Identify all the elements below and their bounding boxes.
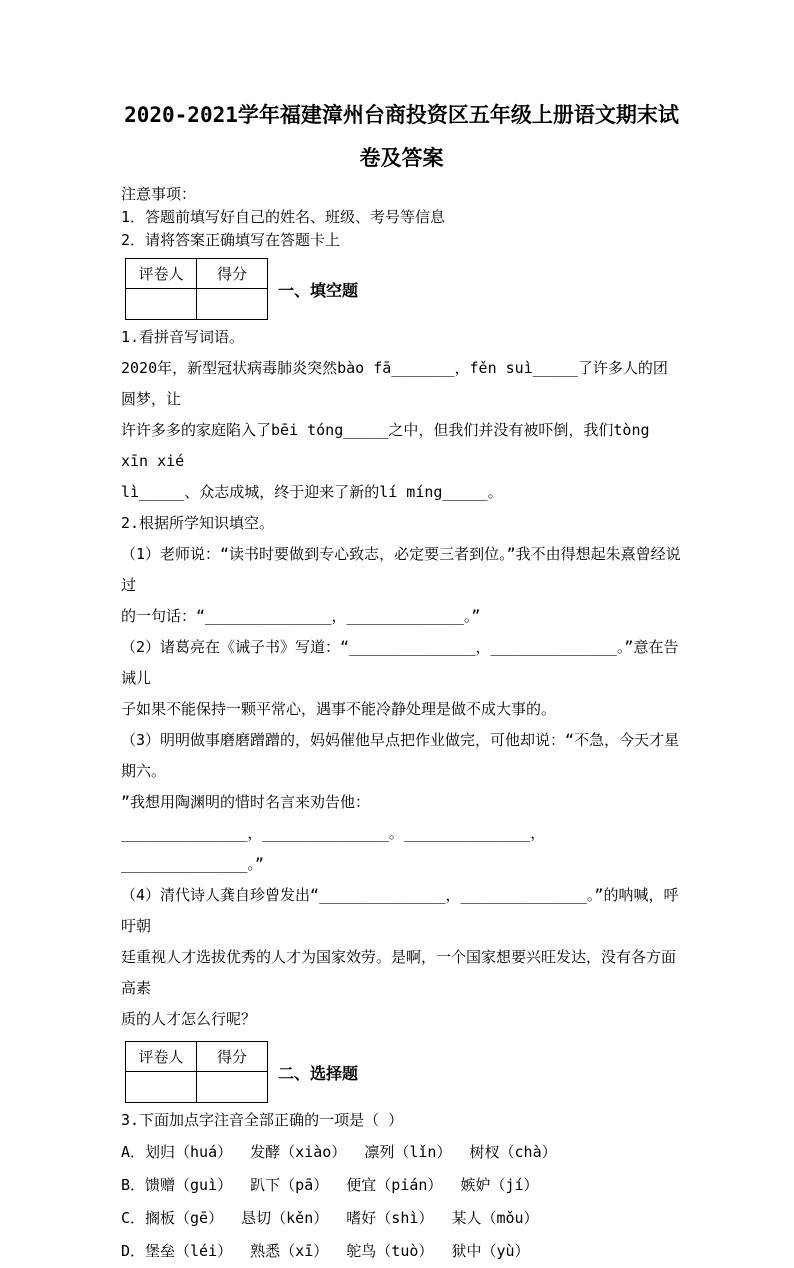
score-label-cell: 得分	[197, 259, 268, 289]
q2-part1-line-1: （1）老师说：“读书时要做到专心致志，必定要三者到位。”我不由得想起朱熹曾经说过	[121, 545, 681, 594]
title-line-1: 2020-2021学年福建漳州台商投资区五年级上册语文期末试	[124, 103, 679, 127]
grader-label-cell: 评卷人	[126, 1042, 197, 1072]
q2-part4-line-1: （4）清代诗人龚自珍曾发出“______________，______________。”的呐喊，呼吁朝	[121, 886, 679, 935]
q1-line-3: lì_____、众志成城，终于迎来了新的lí míng_____。	[121, 483, 503, 501]
q2-part3-line-3: ______________，______________。______________，______________。”	[121, 824, 546, 873]
section-choice-header-row	[125, 1041, 682, 1103]
title-line-2: 卷及答案	[359, 146, 444, 170]
q2-part3-line-2: ”我想用陶渊明的惜时名言来劝告他：	[121, 793, 371, 811]
notice-heading: 注意事项：	[121, 185, 197, 203]
section-heading-choice: 二、选择题	[278, 1063, 359, 1083]
q3-option-a: A．划归（huá） 发酵（xiào） 凛列（lǐn） 树杈（chà）	[121, 1143, 557, 1161]
q3-stem: 3.下面加点字注音全部正确的一项是（ ）	[121, 1111, 404, 1129]
q2-part3-line-1: （3）明明做事磨磨蹭蹭的，妈妈催他早点把作业做完，可他却说：“不急，今天才星期六。	[121, 731, 680, 780]
grader-blank-cell	[126, 1072, 197, 1103]
notice-block	[121, 183, 682, 252]
score-label-cell: 得分	[197, 1042, 268, 1072]
q3-option-c: C．搁板（gē） 恳切（kěn） 嗜好（shì） 某人（mǒu）	[121, 1209, 539, 1227]
q3-option-b: B．馈赠（guì） 趴下（pā） 便宜（pián） 嫉妒（jí）	[121, 1176, 539, 1194]
question-1	[121, 322, 682, 508]
grader-score-table-1	[125, 258, 268, 320]
section-heading-fill: 一、填空题	[278, 280, 359, 300]
q2-part4-line-3: 质的人才怎么行呢？	[121, 1010, 257, 1028]
score-blank-cell	[197, 289, 268, 320]
q1-stem: 1.看拼音写词语。	[121, 328, 245, 346]
q2-part1-line-2: 的一句话：“______________，_____________。”	[121, 607, 481, 625]
grader-score-table-2	[125, 1041, 268, 1103]
q2-part2-line-1: （2）诸葛亮在《诫子书》写道：“______________，______________。”意在告诫儿	[121, 638, 679, 687]
q2-part2-line-2: 子如果不能保持一颗平常心，遇事不能冷静处理是做不成大事的。	[121, 700, 557, 718]
question-3	[121, 1105, 682, 1268]
grader-blank-cell	[126, 289, 197, 320]
q2-stem: 2.根据所学知识填空。	[121, 514, 275, 532]
q1-line-1: 2020年，新型冠状病毒肺炎突然bào fā_______，fěn suì_____了许多人的团圆梦，让	[121, 359, 668, 408]
q2-part4-line-2: 廷重视人才选拔优秀的人才为国家效劳。是啊，一个国家想要兴旺发达，没有各方面高素	[121, 948, 677, 997]
notice-item-2: 2．请将答案正确填写在答题卡上	[121, 231, 341, 249]
question-2	[121, 508, 682, 1035]
section-fill-header-row	[125, 258, 682, 320]
grader-label-cell: 评卷人	[126, 259, 197, 289]
score-blank-cell	[197, 1072, 268, 1103]
notice-item-1: 1．答题前填写好自己的姓名、班级、考号等信息	[121, 208, 446, 226]
page-title	[121, 0, 682, 180]
q1-line-2: 许许多多的家庭陷入了bēi tóng_____之中，但我们并没有被吓倒，我们tòng xīn xié	[121, 421, 659, 470]
q3-option-d: D．堡垒（léi） 熟悉（xī） 鸵鸟（tuò） 狱中（yù）	[121, 1242, 530, 1260]
